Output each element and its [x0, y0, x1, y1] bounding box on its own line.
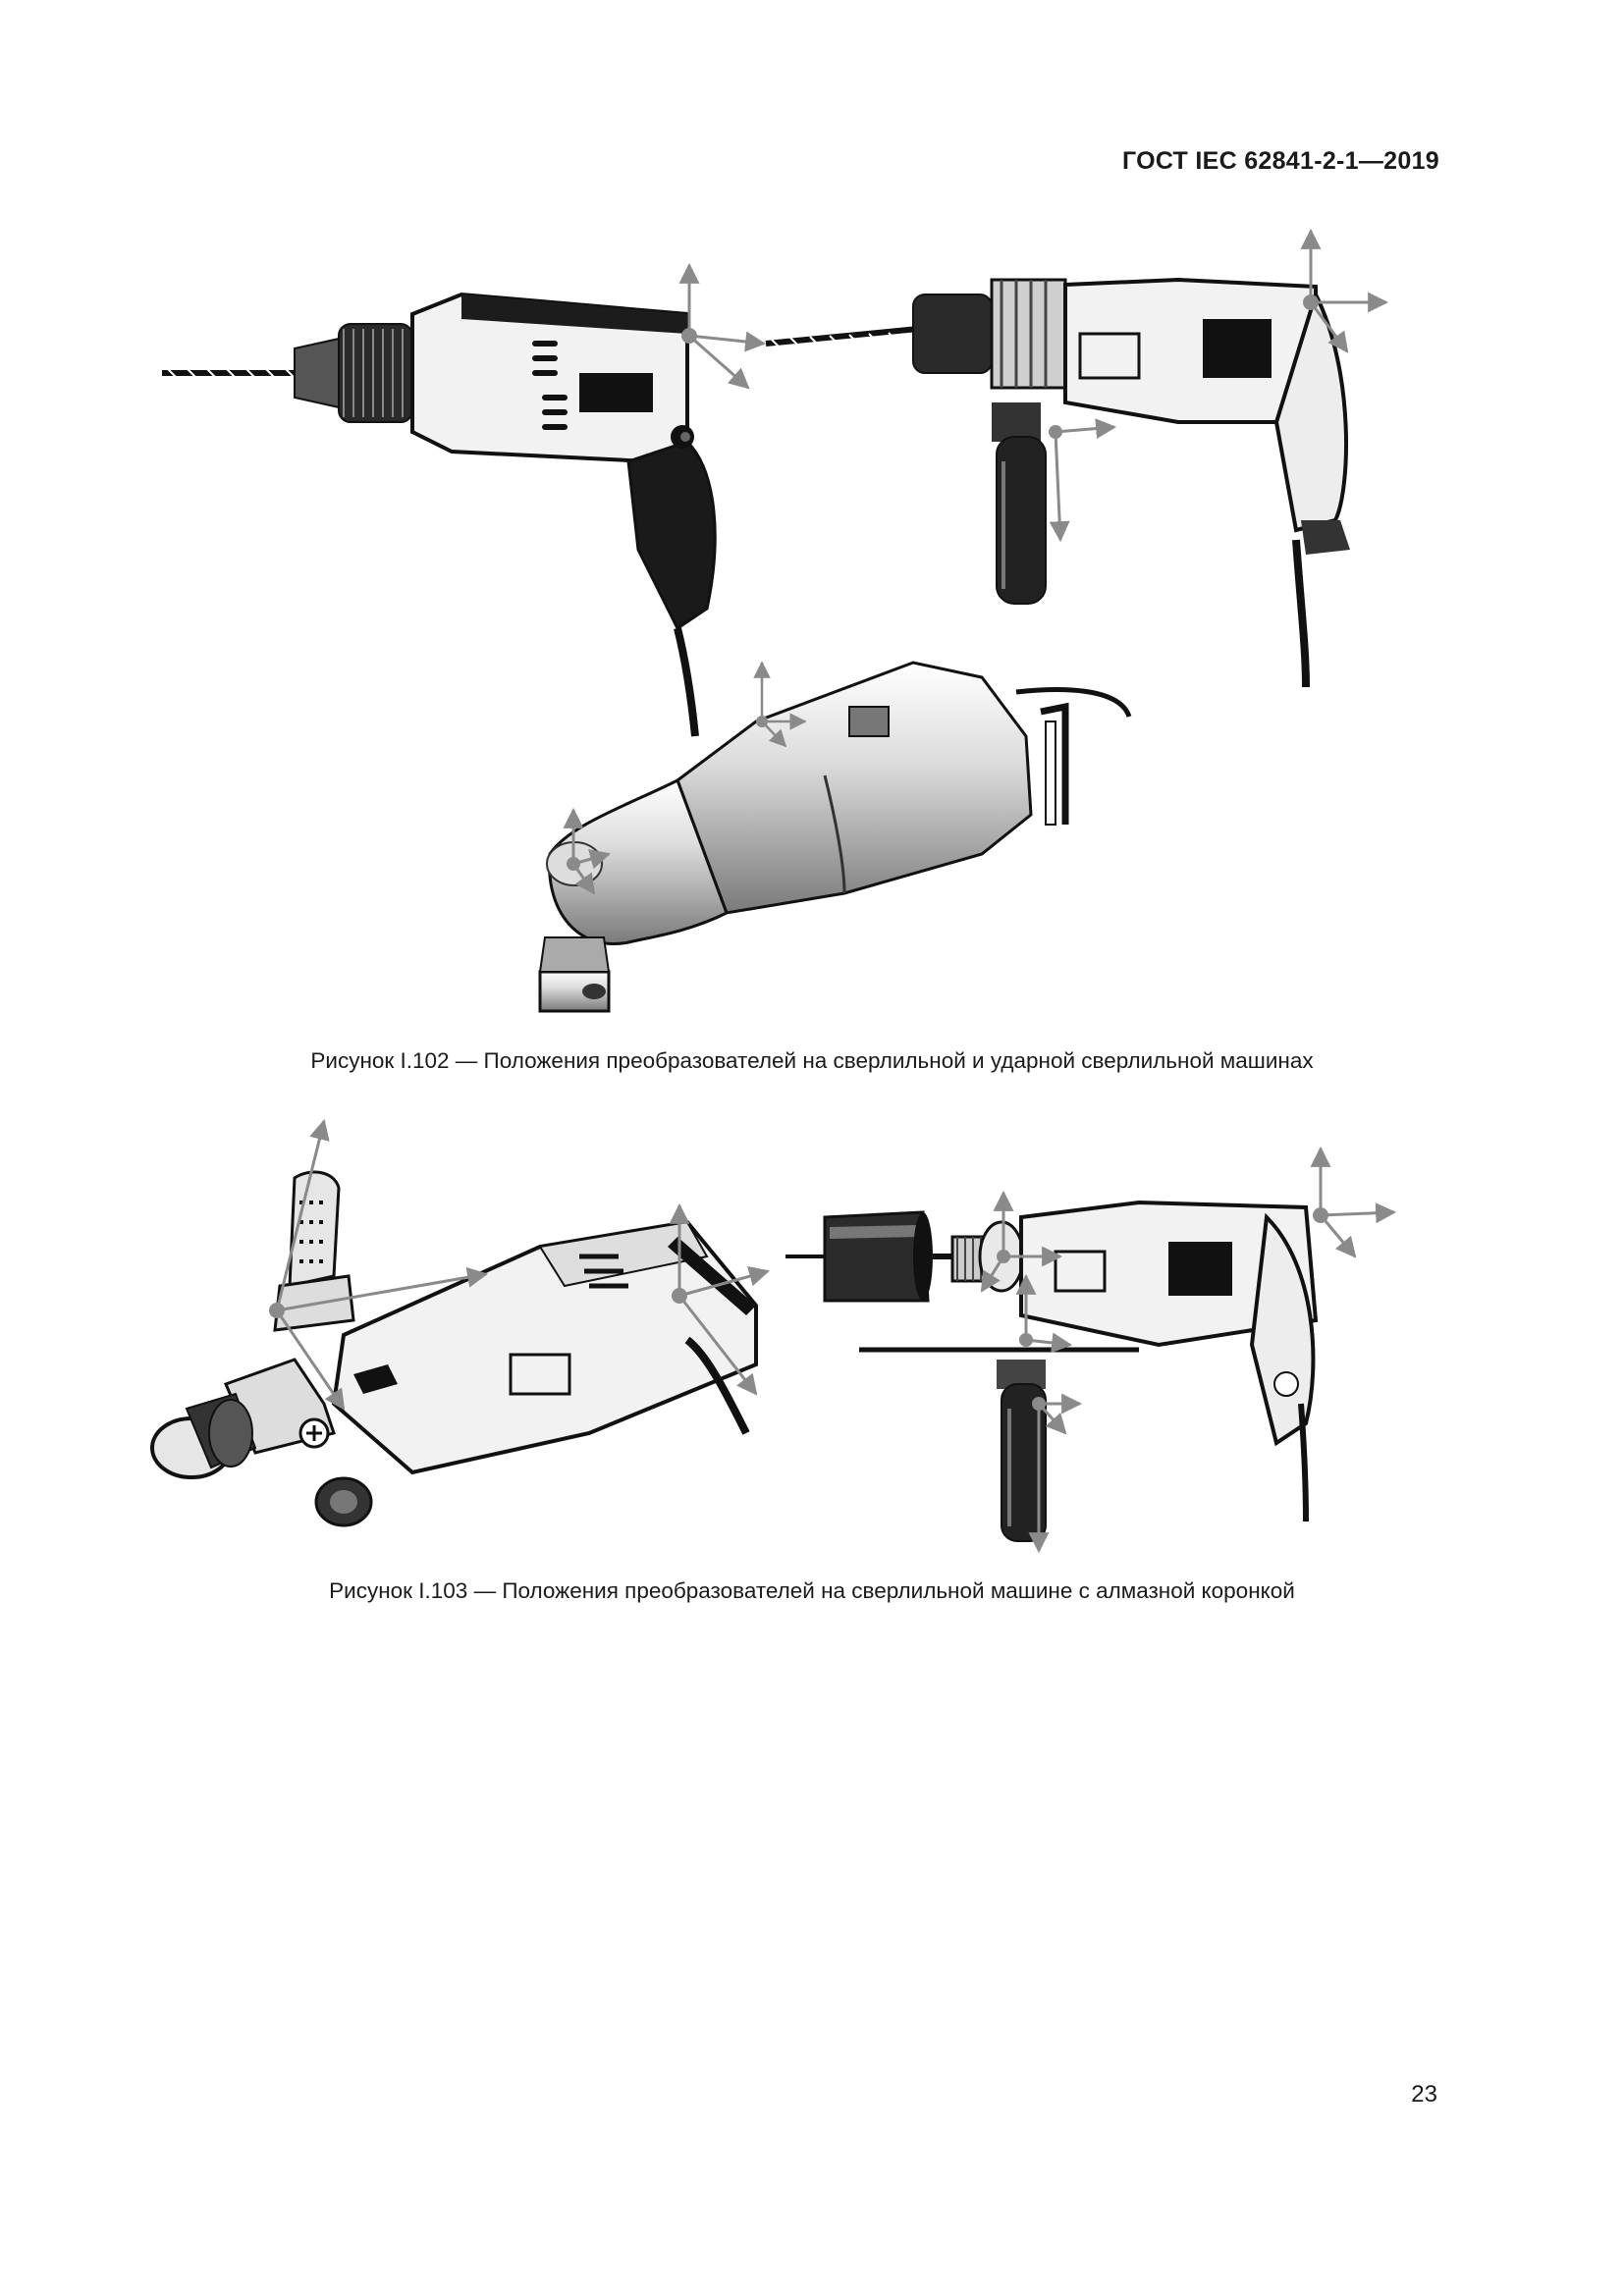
page-number: 23 — [1411, 2081, 1437, 2108]
figure-i103-illustration — [0, 1109, 1624, 1571]
figure-i103 — [0, 1109, 1624, 1571]
figure-i102 — [0, 226, 1624, 1031]
diamond-core-drill-right-illustration — [785, 1202, 1316, 1541]
drill-illustration — [162, 294, 715, 736]
diamond-core-drill-left-illustration — [152, 1172, 756, 1525]
document-standard-header: ГОСТ IEC 62841-2-1—2019 — [1121, 147, 1439, 175]
figure-i102-caption: Рисунок I.102 — Положения преобразователей на сверлильной и ударной сверлильной машинах — [310, 1048, 1314, 1073]
angle-drill-illustration — [540, 663, 1129, 1011]
figure-i102-illustration — [0, 226, 1624, 1031]
figure-i103-caption: Рисунок I.103 — Положения преобразователей на сверлильной машине с алмазной коронкой — [329, 1578, 1295, 1603]
